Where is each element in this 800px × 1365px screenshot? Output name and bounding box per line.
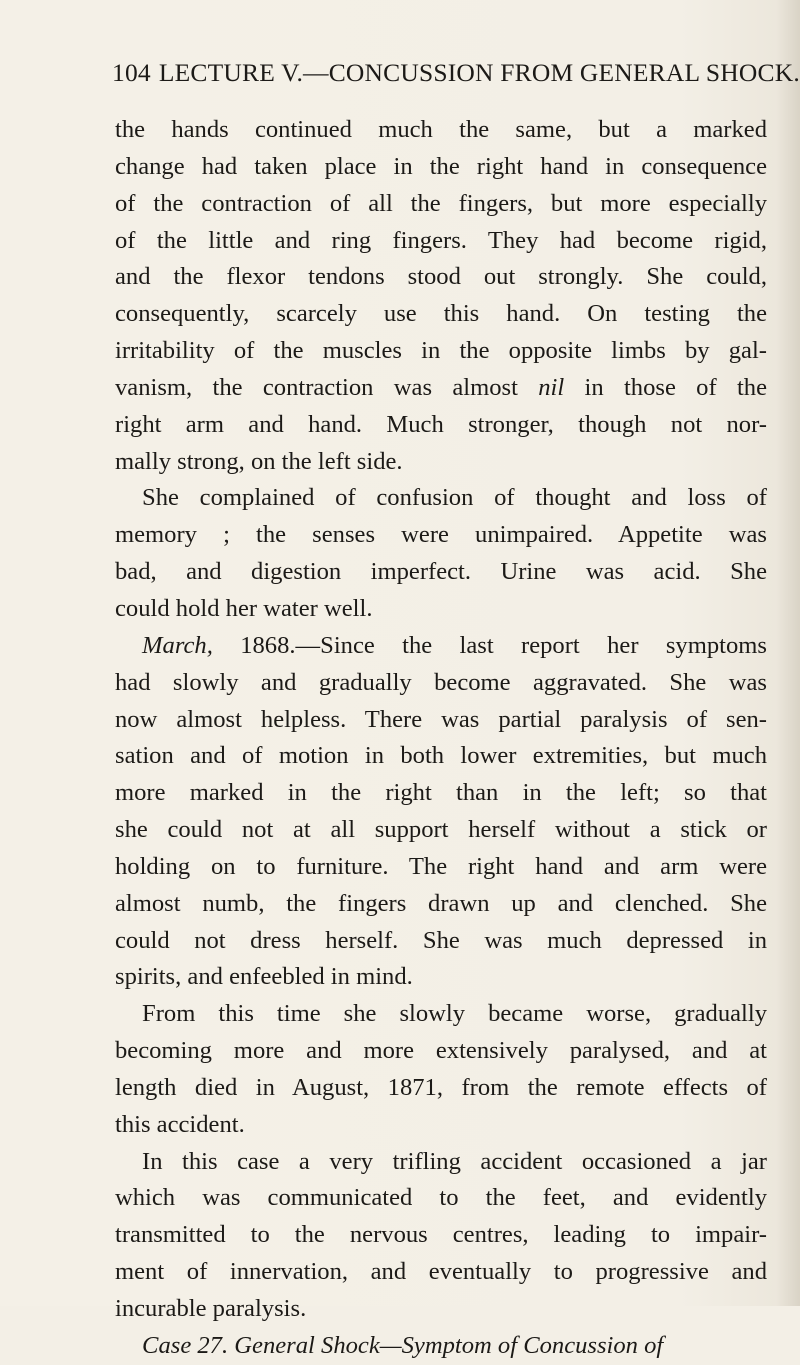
paragraph-start bbox=[115, 628, 767, 665]
text-line: which was communicated to the feet, and evidently bbox=[115, 1184, 767, 1212]
text-line: ment of innervation, and eventually to progressive and bbox=[115, 1258, 767, 1286]
text-line: now almost helpless. There was partial paralysis of sen- bbox=[115, 705, 767, 733]
text-line: spirits, and enfeebled in mind. bbox=[115, 963, 413, 991]
case-title: General Shock—Symptom of Concussion of bbox=[234, 1331, 664, 1359]
text-line: this accident. bbox=[115, 1110, 245, 1138]
paragraph-start: She complained of confusion of thought and loss of bbox=[142, 484, 767, 512]
case-number: Case 27. bbox=[142, 1331, 235, 1359]
text-line: of the little and ring fingers. They had become rigid, bbox=[115, 226, 767, 254]
italic-word: nil bbox=[538, 373, 565, 401]
case-heading bbox=[115, 1328, 767, 1365]
text-run: 1868.—Since the last report her symptoms bbox=[212, 631, 767, 659]
text-line: right arm and hand. Much stronger, though not nor- bbox=[115, 410, 767, 438]
body-text bbox=[115, 112, 767, 1365]
text-line: bad, and digestion imperfect. Urine was acid. She bbox=[115, 558, 767, 586]
text-line: incurable paralysis. bbox=[115, 1295, 307, 1322]
text-line: and the flexor tendons stood out strongly. She could, bbox=[115, 263, 767, 291]
text-line: change had taken place in the right hand in consequence bbox=[115, 152, 767, 180]
text-run: in those of the bbox=[564, 373, 768, 401]
paragraph-start: In this case a very trifling accident occasioned a jar bbox=[142, 1147, 767, 1175]
running-header bbox=[112, 58, 800, 88]
text-line: had slowly and gradually become aggravated. She was bbox=[115, 668, 767, 696]
text-line: sation and of motion in both lower extremities, but much bbox=[115, 742, 767, 770]
text-line: memory ; the senses were unimpaired. Appetite was bbox=[115, 521, 767, 549]
text-line: length died in August, 1871, from the remote effects of bbox=[115, 1073, 767, 1101]
text-line: mally strong, on the left side. bbox=[115, 447, 403, 475]
text-line bbox=[115, 370, 767, 407]
text-line: becoming more and more extensively paralysed, and at bbox=[115, 1037, 767, 1065]
text-line: holding on to furniture. The right hand and arm were bbox=[115, 852, 767, 880]
text-line: the hands continued much the same, but a marked bbox=[115, 116, 767, 143]
paragraph-start: From this time she slowly became worse, gradually bbox=[142, 1000, 767, 1028]
italic-date: March, bbox=[142, 631, 213, 659]
text-line: irritability of the muscles in the opposite limbs by gal- bbox=[115, 337, 767, 365]
text-line: consequently, scarcely use this hand. On testing the bbox=[115, 300, 767, 328]
text-line: more marked in the right than in the left; so that bbox=[115, 779, 767, 807]
page-number: 104 bbox=[112, 58, 151, 87]
text-line: she could not at all support herself without a stick or bbox=[115, 816, 767, 844]
text-line: almost numb, the fingers drawn up and clenched. She bbox=[115, 889, 767, 917]
text-line: transmitted to the nervous centres, leading to impair- bbox=[115, 1221, 767, 1249]
text-line: could not dress herself. She was much depressed in bbox=[115, 926, 767, 954]
text-run: vanism, the contraction was almost bbox=[115, 373, 539, 401]
text-line: could hold her water well. bbox=[115, 594, 373, 622]
text-line: of the contraction of all the fingers, but more especially bbox=[115, 189, 767, 217]
running-title: LECTURE V.—CONCUSSION FROM GENERAL SHOCK. bbox=[158, 58, 800, 87]
